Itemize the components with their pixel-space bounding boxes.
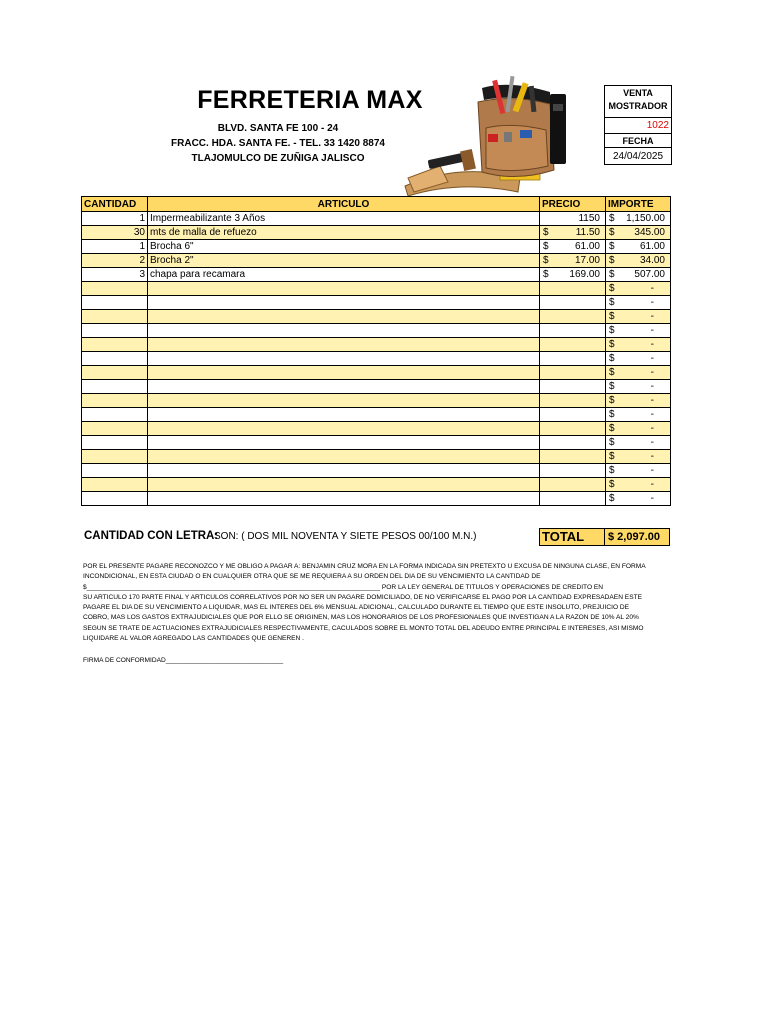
qty-cell [82,380,148,394]
table-row [82,268,671,282]
legal-line: COBRO, MAS LOS GASTOS EXTRAJUDICIALES QUE POR ELLO SE ORIGINEN, MAS LOS HONORARIOS DE LOS PROFESIONALES QUE INVESTIGAN A LA RAZON DE 10% AL 20% [83,614,639,622]
price-cell [540,268,606,282]
total-value: $ 2,097.00 [604,528,670,546]
legal-line: INCONDICIONAL, EN ESTA CIUDAD O EN CUALQUIER OTRA QUE SE ME REQUIERA A SU ORDEN DEL DIA DE SU VENCIMIENTO LA CANTIDAD DE [83,573,541,581]
table-row [82,422,671,436]
address-line-2: FRACC. HDA. SANTA FE. - TEL. 33 1420 8874 [171,138,385,149]
folio-number: 1022 [605,118,671,134]
qty-cell [82,450,148,464]
table-row [82,450,671,464]
money-value: - [650,311,654,322]
money-value: 507.00 [634,269,665,280]
amount-cell [606,366,671,380]
price-cell [540,310,606,324]
qty-cell [82,394,148,408]
qty-cell [82,296,148,310]
item-cell [148,436,540,450]
qty-cell: 2 [82,254,148,268]
total-label: TOTAL [539,528,605,546]
currency-sign: $ [609,367,615,378]
table-row [82,436,671,450]
money-value: 169.00 [569,269,600,280]
currency-sign: $ [609,255,615,266]
price-cell [540,394,606,408]
amount-cell [606,352,671,366]
table-row [82,240,671,254]
table-row [82,282,671,296]
amount-words-label: CANTIDAD CON LETRA: [84,530,219,542]
sale-type-line-1: VENTA [623,88,653,98]
money-value: 61.00 [574,241,600,252]
table-row [82,478,671,492]
money-value: 17.00 [574,255,600,266]
amount-in-words: SON: ( DOS MIL NOVENTA Y SIETE PESOS 00/100 M.N.) [214,531,477,542]
currency-sign: $ [543,241,549,252]
currency-sign: $ [609,227,615,238]
price-cell [540,492,606,506]
price-cell [540,436,606,450]
amount-cell [606,240,671,254]
amount-cell [606,450,671,464]
item-cell: Brocha 2" [148,254,540,268]
currency-sign: $ [609,353,615,364]
table-row [82,408,671,422]
price-cell [540,366,606,380]
table-row [82,324,671,338]
money-value: 345.00 [634,227,665,238]
currency-sign: $ [609,283,615,294]
price-cell [540,450,606,464]
money-value: 61.00 [639,241,665,252]
currency-sign: $ [609,269,615,280]
table-row [82,492,671,506]
money-value: - [650,423,654,434]
tool-belt-illustration [400,74,570,199]
money-value: - [650,325,654,336]
amount-cell [606,422,671,436]
currency-sign: $ [609,423,615,434]
promissory-note-text [83,562,673,644]
qty-cell [82,282,148,296]
address-line-3: TLAJOMULCO DE ZUÑIGA JALISCO [191,153,365,164]
price-cell [540,338,606,352]
money-value: - [650,451,654,462]
money-value: - [650,283,654,294]
price-cell [540,422,606,436]
currency-sign: $ [609,409,615,420]
amount-cell [606,282,671,296]
amount-cell [606,254,671,268]
legal-line: POR EL PRESENTE PAGARE RECONOZCO Y ME OBLIGO A PAGAR A: BENJAMIN CRUZ MORA EN LA FORMA INDICADA SIN PRETEXTO U EXCUSA DE NINGUNA CLASE, EN FORMA [83,563,646,570]
header-qty: CANTIDAD [82,197,148,212]
sale-type [605,86,671,118]
amount-cell [606,212,671,226]
price-cell [540,380,606,394]
qty-cell: 30 [82,226,148,240]
table-row [82,352,671,366]
item-cell [148,338,540,352]
price-cell [540,296,606,310]
amount-cell [606,268,671,282]
price-cell [540,226,606,240]
qty-cell [82,310,148,324]
amount-cell [606,338,671,352]
price-cell [540,464,606,478]
legal-line: $________________________________________________________________________________ POR LA LEY GENERAL DE TITULOS Y OPERACIONES DE CREDITO EN [83,583,604,591]
address-line-1: BLVD. SANTA FE 100 - 24 [217,123,339,134]
table-row [82,254,671,268]
legal-line: SU ARTICULO 170 PARTE FINAL Y ARTICULOS CORRELATIVOS POR NO SER UN PAGARE DOMICILIADO, DE NO VERIFICARSE EL PAGO POR LA CANTIDAD EXPRESADAEN ESTE [83,593,643,601]
currency-sign: $ [609,241,615,252]
price-cell [540,240,606,254]
price-cell [540,212,606,226]
item-cell [148,282,540,296]
item-cell [148,324,540,338]
money-value: - [650,367,654,378]
qty-cell [82,436,148,450]
qty-cell [82,408,148,422]
amount-cell [606,492,671,506]
amount-cell [606,310,671,324]
money-value: 34.00 [639,255,665,266]
currency-sign: $ [609,437,615,448]
table-row [82,226,671,240]
currency-sign: $ [609,339,615,350]
money-value: - [650,353,654,364]
price-cell [540,324,606,338]
price-cell [540,478,606,492]
qty-cell [82,352,148,366]
header-amount: IMPORTE [606,197,671,212]
table-row [82,380,671,394]
qty-cell: 3 [82,268,148,282]
qty-cell [82,338,148,352]
money-value: 11.50 [575,227,600,238]
item-cell: Impermeabilizante 3 Años [148,212,540,226]
currency-sign: $ [609,479,615,490]
currency-sign: $ [609,395,615,406]
currency-sign: $ [609,381,615,392]
money-value: 1,150.00 [626,213,665,224]
qty-cell [82,366,148,380]
qty-cell: 1 [82,240,148,254]
money-value: - [650,465,654,476]
money-value: - [650,339,654,350]
legal-line: LIQUIDARE AL VALOR AGREGADO LAS CANTIDADES QUE GENEREN . [83,635,304,643]
signature-line: FIRMA DE CONFORMIDAD________________________________ [83,657,284,664]
business-title: FERRETERIA MAX [197,86,423,114]
table-header-row [82,197,671,212]
money-value: 1150 [578,213,600,224]
amount-cell [606,324,671,338]
amount-cell [606,436,671,450]
item-cell [148,408,540,422]
item-cell [148,366,540,380]
table-row [82,310,671,324]
table-row [82,296,671,310]
item-cell: chapa para recamara [148,268,540,282]
item-cell [148,450,540,464]
table-row [82,464,671,478]
money-value: - [650,395,654,406]
item-cell [148,352,540,366]
amount-cell [606,394,671,408]
currency-sign: $ [609,325,615,336]
table-row [82,366,671,380]
item-cell [148,310,540,324]
qty-cell [82,478,148,492]
amount-cell [606,226,671,240]
amount-cell [606,478,671,492]
currency-sign: $ [609,311,615,322]
header-price: PRECIO [540,197,606,212]
table-row [82,338,671,352]
item-cell [148,394,540,408]
currency-sign: $ [543,227,549,238]
currency-sign: $ [609,213,615,224]
header-item: ARTICULO [148,197,540,212]
currency-sign: $ [609,297,615,308]
currency-sign: $ [543,269,549,280]
currency-sign: $ [609,451,615,462]
price-cell [540,254,606,268]
item-cell [148,478,540,492]
price-cell [540,282,606,296]
qty-cell [82,324,148,338]
item-cell: mts de malla de refuezo [148,226,540,240]
date-label: FECHA [605,134,671,148]
item-cell [148,422,540,436]
qty-cell [82,492,148,506]
amount-cell [606,296,671,310]
sale-date: 24/04/2025 [605,148,671,165]
amount-cell [606,408,671,422]
price-cell [540,408,606,422]
money-value: - [650,409,654,420]
items-body [82,212,671,506]
money-value: - [650,381,654,392]
amount-cell [606,464,671,478]
items-table [81,196,671,506]
item-cell [148,296,540,310]
item-cell [148,492,540,506]
money-value: - [650,297,654,308]
price-cell [540,352,606,366]
legal-line: SEGUN SE TRATE DE ACTUACIONES EXTRAJUDICIALES RESPECTIVAMENTE, CACULADOS SOBRE EL MONTO TOTAL DEL ADEUDO ENTRE PRINCIPAL E INTERESES, ASI MISMO [83,624,644,632]
money-value: - [650,479,654,490]
money-value: - [650,493,654,504]
item-cell [148,464,540,478]
qty-cell [82,464,148,478]
sale-type-line-2: MOSTRADOR [608,101,668,111]
sale-info-box [604,85,672,165]
table-row [82,212,671,226]
currency-sign: $ [609,493,615,504]
table-row [82,394,671,408]
money-value: - [650,437,654,448]
qty-cell: 1 [82,212,148,226]
legal-line: PAGARE EL DIA DE SU VENCIMIENTO A LIQUIDAR, MAS EL INTERES DEL 6% MENSUAL ADICIONAL, CALCULADO DURANTE EL TIEMPO QUE ESTE INSOLUTO, PREJUICIO DE [83,604,630,612]
item-cell [148,380,540,394]
item-cell: Brocha 6" [148,240,540,254]
amount-cell [606,380,671,394]
qty-cell [82,422,148,436]
currency-sign: $ [543,255,549,266]
currency-sign: $ [609,465,615,476]
